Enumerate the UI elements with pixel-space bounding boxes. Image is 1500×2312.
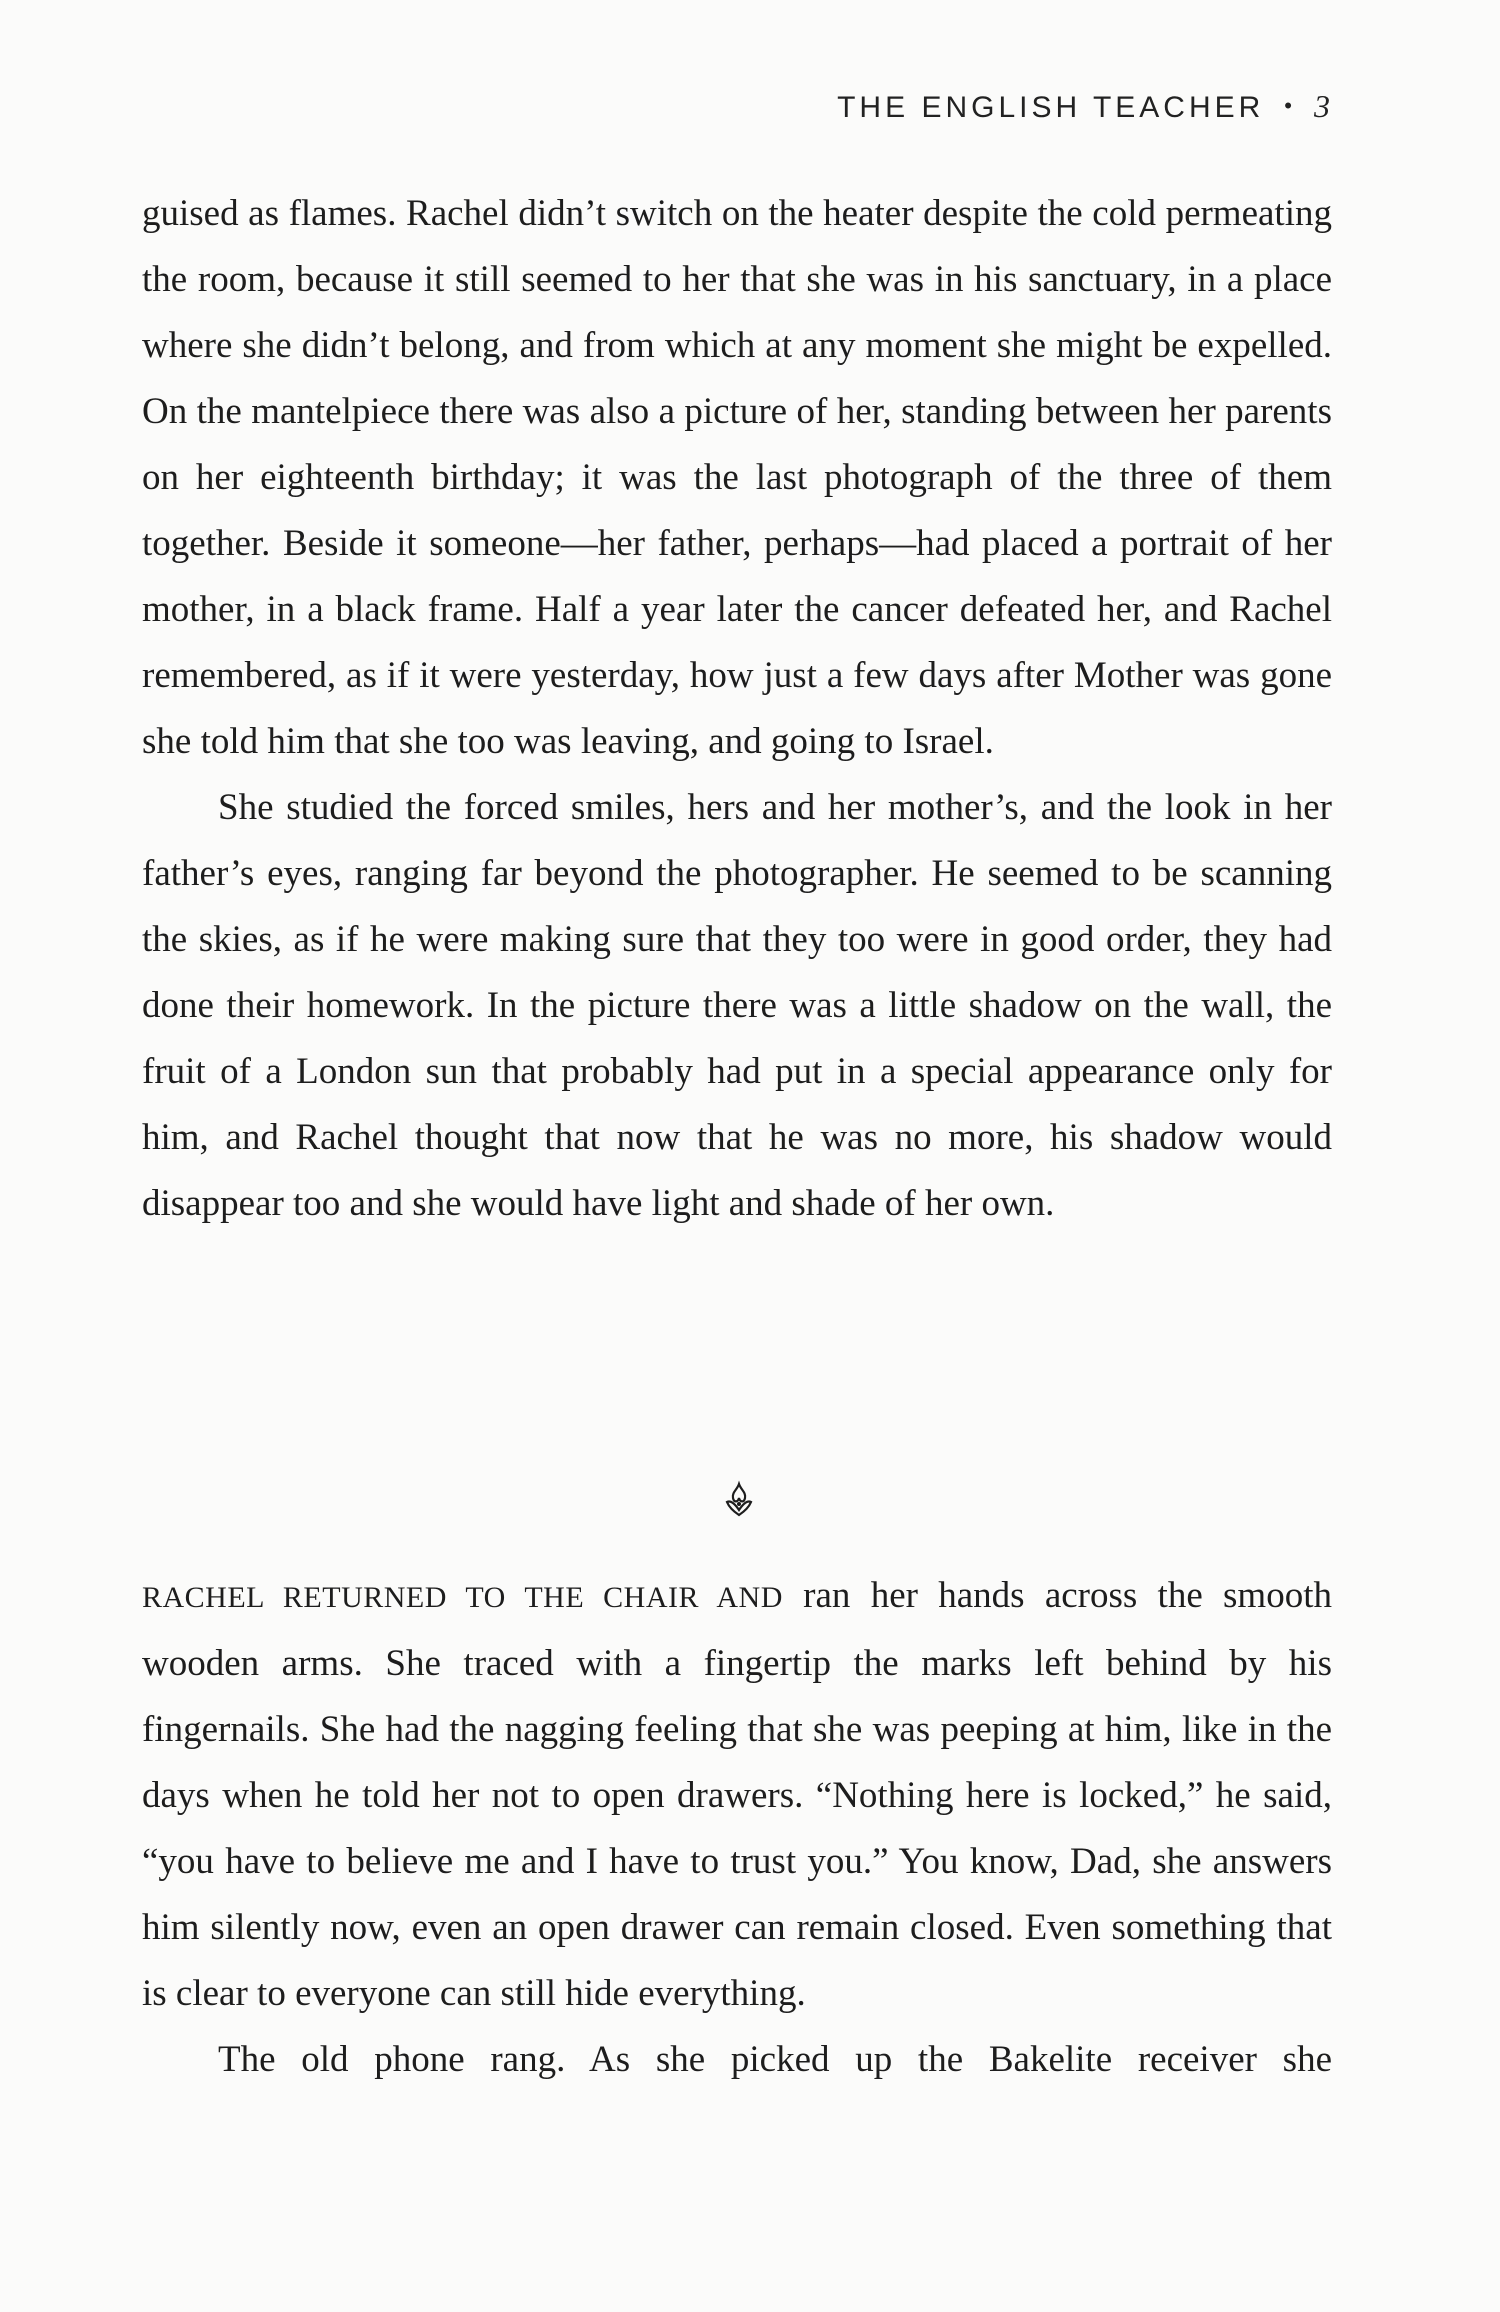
paragraph <box>142 1563 1332 2027</box>
running-header <box>837 88 1330 125</box>
paragraph: She studied the forced smiles, hers and her mother’s, and the look in her father’s eyes, ranging far beyond the photographer. He seemed to be scanning the skies, as if he were making sure that they too were in good order, they had done their homework. In the picture there was a little shadow on the wall, the fruit of a London sun that probably had put in a special appearance only for him, and Rachel thought that now that he was no more, his shadow would disappear too and she would have light and shade of her own. <box>142 787 1332 1224</box>
header-separator: • <box>1284 93 1296 118</box>
paragraph: guised as flames. Rachel didn’t switch on the heater despite the cold permeating the room, because it still seemed to her that she was in his sanctuary, in a place where she didn’t belong, and from which at any moment she might be expelled. On the mantelpiece there was also a picture of her, standing between her parents on her eighteenth birthday; it was the last photograph of the three of them together. Beside it someone—her father, perhaps—had placed a portrait of her mother, in a black frame. Half a year later the cancer defeated her, and Rachel remembered, as if it were yesterday, how just a few days after Mother was gone she told him that she too was leaving, and going to Israel. <box>142 193 1332 762</box>
fleuron-icon <box>719 1480 759 1520</box>
page-number: 3 <box>1314 88 1330 124</box>
paragraph: The old phone rang. As she picked up the Bakelite receiver she <box>218 2039 1332 2080</box>
running-title: THE ENGLISH TEACHER <box>837 91 1265 124</box>
section-one-text <box>142 181 1332 1237</box>
small-caps-lead-in: RACHEL RETURNED TO THE CHAIR AND <box>142 1581 783 1614</box>
paragraph-body: ran her hands across the smooth wooden arms. She traced with a fingertip the marks left behind by his fingernails. She had the nagging feeling that she was peeping at him, like in the days when he told her not to open drawers. “Nothing here is locked,” he said, “you have to believe me and I have to trust you.” You know, Dad, she answers him silently now, even an open drawer can remain closed. Even something that is clear to everyone can still hide everything. <box>142 1575 1332 2014</box>
section-two-text <box>142 1563 1332 2093</box>
